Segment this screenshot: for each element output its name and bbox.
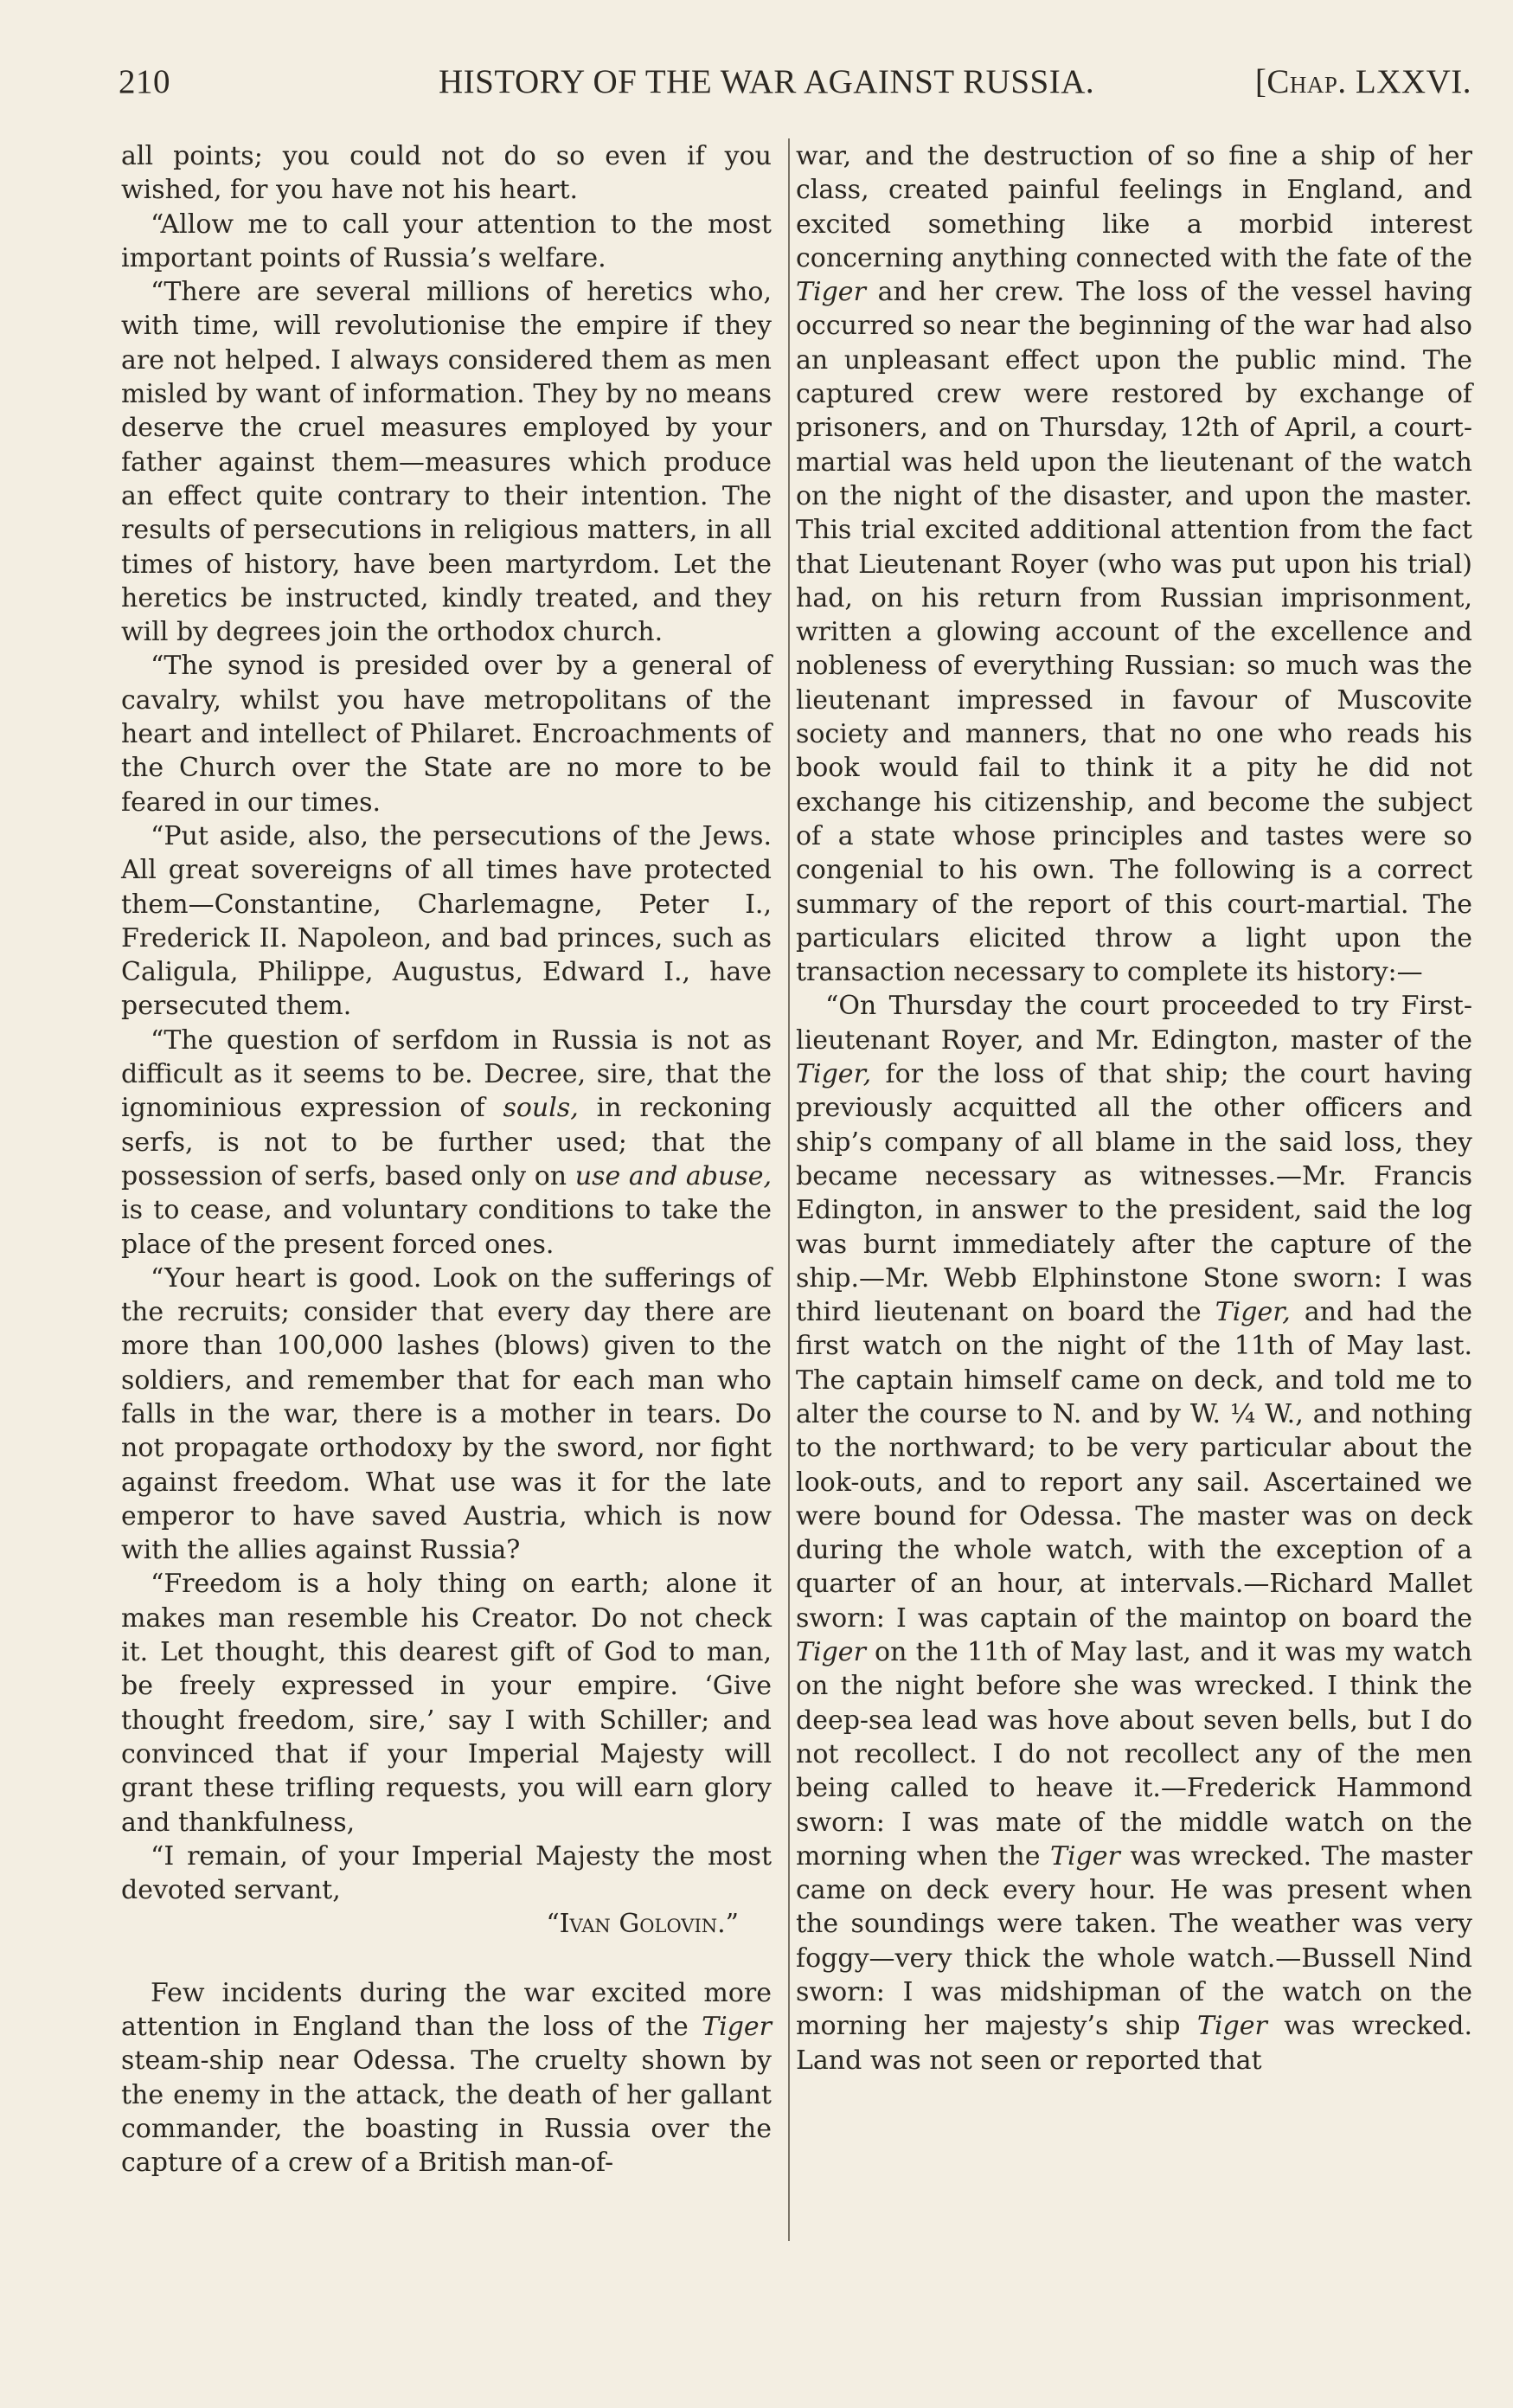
chapter-label: [Chap. LXXVI. [1254, 63, 1471, 100]
signature: “Ivan Golovin.” [546, 1909, 739, 1940]
paragraph: “There are several millions of heretics who, with time, will revolutionise the empire if they are not helped. I always considered them as men misled by want of information. They by no means deserve the cruel measures employed by your father against them—measures which produce an effect quite contrary to their intention. The results of persecutions in religious matters, in all times of history, have been martyrdom. Let the heretics be instructed, kindly treated, and they will by degrees join the orthodox church. [121, 277, 772, 648]
paragraph: all points; you could not do so even if you wished, for you have not his heart. [121, 141, 772, 206]
page-header [119, 62, 1471, 114]
left-column [121, 139, 772, 2180]
paragraph: “Put aside, also, the persecutions of the Jews. All great sovereigns of all times have protected them—Constantine, Charlemagne, Peter I., Frederick II. Napoleon, and bad princes, such as Caligula, Philippe, Augustus, Edward I., have persecuted them. [121, 820, 772, 1022]
right-column [796, 139, 1472, 2077]
paragraph: “The question of serfdom in Russia is not as difficult as it seems to be. Decree, sire, that the ignominious expression of souls, in reckoning serfs, is not to be further used; that the possession of serfs, based only on use and abuse, is to cease, and voluntary conditions to take the place of the present forced ones. [121, 1024, 772, 1260]
paragraph: “On Thursday the court proceeded to try First-lieutenant Royer, and Mr. Edington, master of the Tiger, for the loss of that ship; the court having previously acquitted all the other officers and ship’s company of all blame in the said loss, they became necessary as witnesses.—Mr. Francis Edington, in answer to the president, said the log was burnt immediately after the capture of the ship.—Mr. Webb Elphinstone Stone sworn: I was third lieutenant on board the Tiger, and had the first watch on the night of the 11th of May last. The captain himself came on deck, and told me to alter the course to N. and by W. ¼ W., and nothing to the northward; to be very particular about the look-outs, and to report any sail. Ascertained we were bound for Odessa. The master was on deck during the whole watch, with the exception of a quarter of an hour, at intervals.—Richard Mallet sworn: I was captain of the maintop on board the Tiger on the 11th of May last, and it was my watch on the night before she was wrecked. I think the deep-sea lead was hove about seven bells, but I do not recollect. I do not recollect any of the men being called to heave it.—Frederick Hammond sworn: I was mate of the middle watch on the morning when the Tiger was wrecked. The master came on deck every hour. He was present when the soundings were taken. The weather was very foggy—very thick the whole watch.—Bussell Nind sworn: I was midshipman of the watch on the morning her majesty’s ship Tiger was wrecked. Land was not seen or reported that [796, 991, 1472, 2076]
paragraph: “Allow me to call your attention to the most important points of Russia’s welfare. [121, 209, 772, 273]
paragraph: war, and the destruction of so fine a ship of her class, created painful feelings in England, and excited something like a morbid interest concerning anything connected with the fate of the Tiger and her crew. The loss of the vessel having occurred so near the beginning of the war had also an unpleasant effect upon the public mind. The captured crew were restored by exchange of prisoners, and on Thursday, 12th of April, a court-martial was held upon the lieutenant of the watch on the night of the disaster, and upon the master. This trial excited additional attention from the fact that Lieutenant Royer (who was put upon his trial) had, on his return from Russian imprisonment, written a glowing account of the excellence and nobleness of everything Russian: so much was the lieutenant impressed in favour of Muscovite society and manners, that no one who reads his book would fail to think it a pity he did not exchange his citizenship, and become the subject of a state whose principles and tastes were so congenial to his own. The following is a correct summary of the report of this court-martial. The particulars elicited throw a light upon the transaction necessary to complete its history:— [796, 141, 1472, 988]
paragraph: “The synod is presided over by a general of cavalry, whilst you have metropolitans of the heart and intellect of Philaret. Encroachments of the Church over the State are no more to be feared in our times. [121, 651, 772, 818]
paragraph: “Your heart is good. Look on the sufferings of the recruits; consider that every day there are more than 100,000 lashes (blows) given to the soldiers, and remember that for each man who falls in the war, there is a mother in tears. Do not propagate orthodoxy by the sword, nor fight against freedom. What use was it for the late emperor to have saved Austria, which is now with the allies against Russia? [121, 1262, 772, 1566]
page-number: 210 [119, 63, 170, 100]
column-divider [788, 138, 790, 2241]
running-title: HISTORY OF THE WAR AGAINST RUSSIA. [439, 63, 1095, 100]
paragraph: Few incidents during the war excited more attention in England than the loss of the Tiger steam-ship near Odessa. The cruelty shown by the enemy in the attack, the death of her gallant commander, the boasting in Russia over the capture of a crew of a British man-of- [121, 1977, 772, 2179]
paragraph: “Freedom is a holy thing on earth; alone it makes man resemble his Creator. Do not check it. Let thought, this dearest gift of God to man, be freely expressed in your empire. ‘Give thought freedom, sire,’ say I with Schiller; and convinced that if your Imperial Majesty will grant these trifling requests, you will earn glory and thankfulness, [121, 1569, 772, 1838]
paragraph: “I remain, of your Imperial Majesty the most devoted servant, [121, 1840, 772, 1906]
